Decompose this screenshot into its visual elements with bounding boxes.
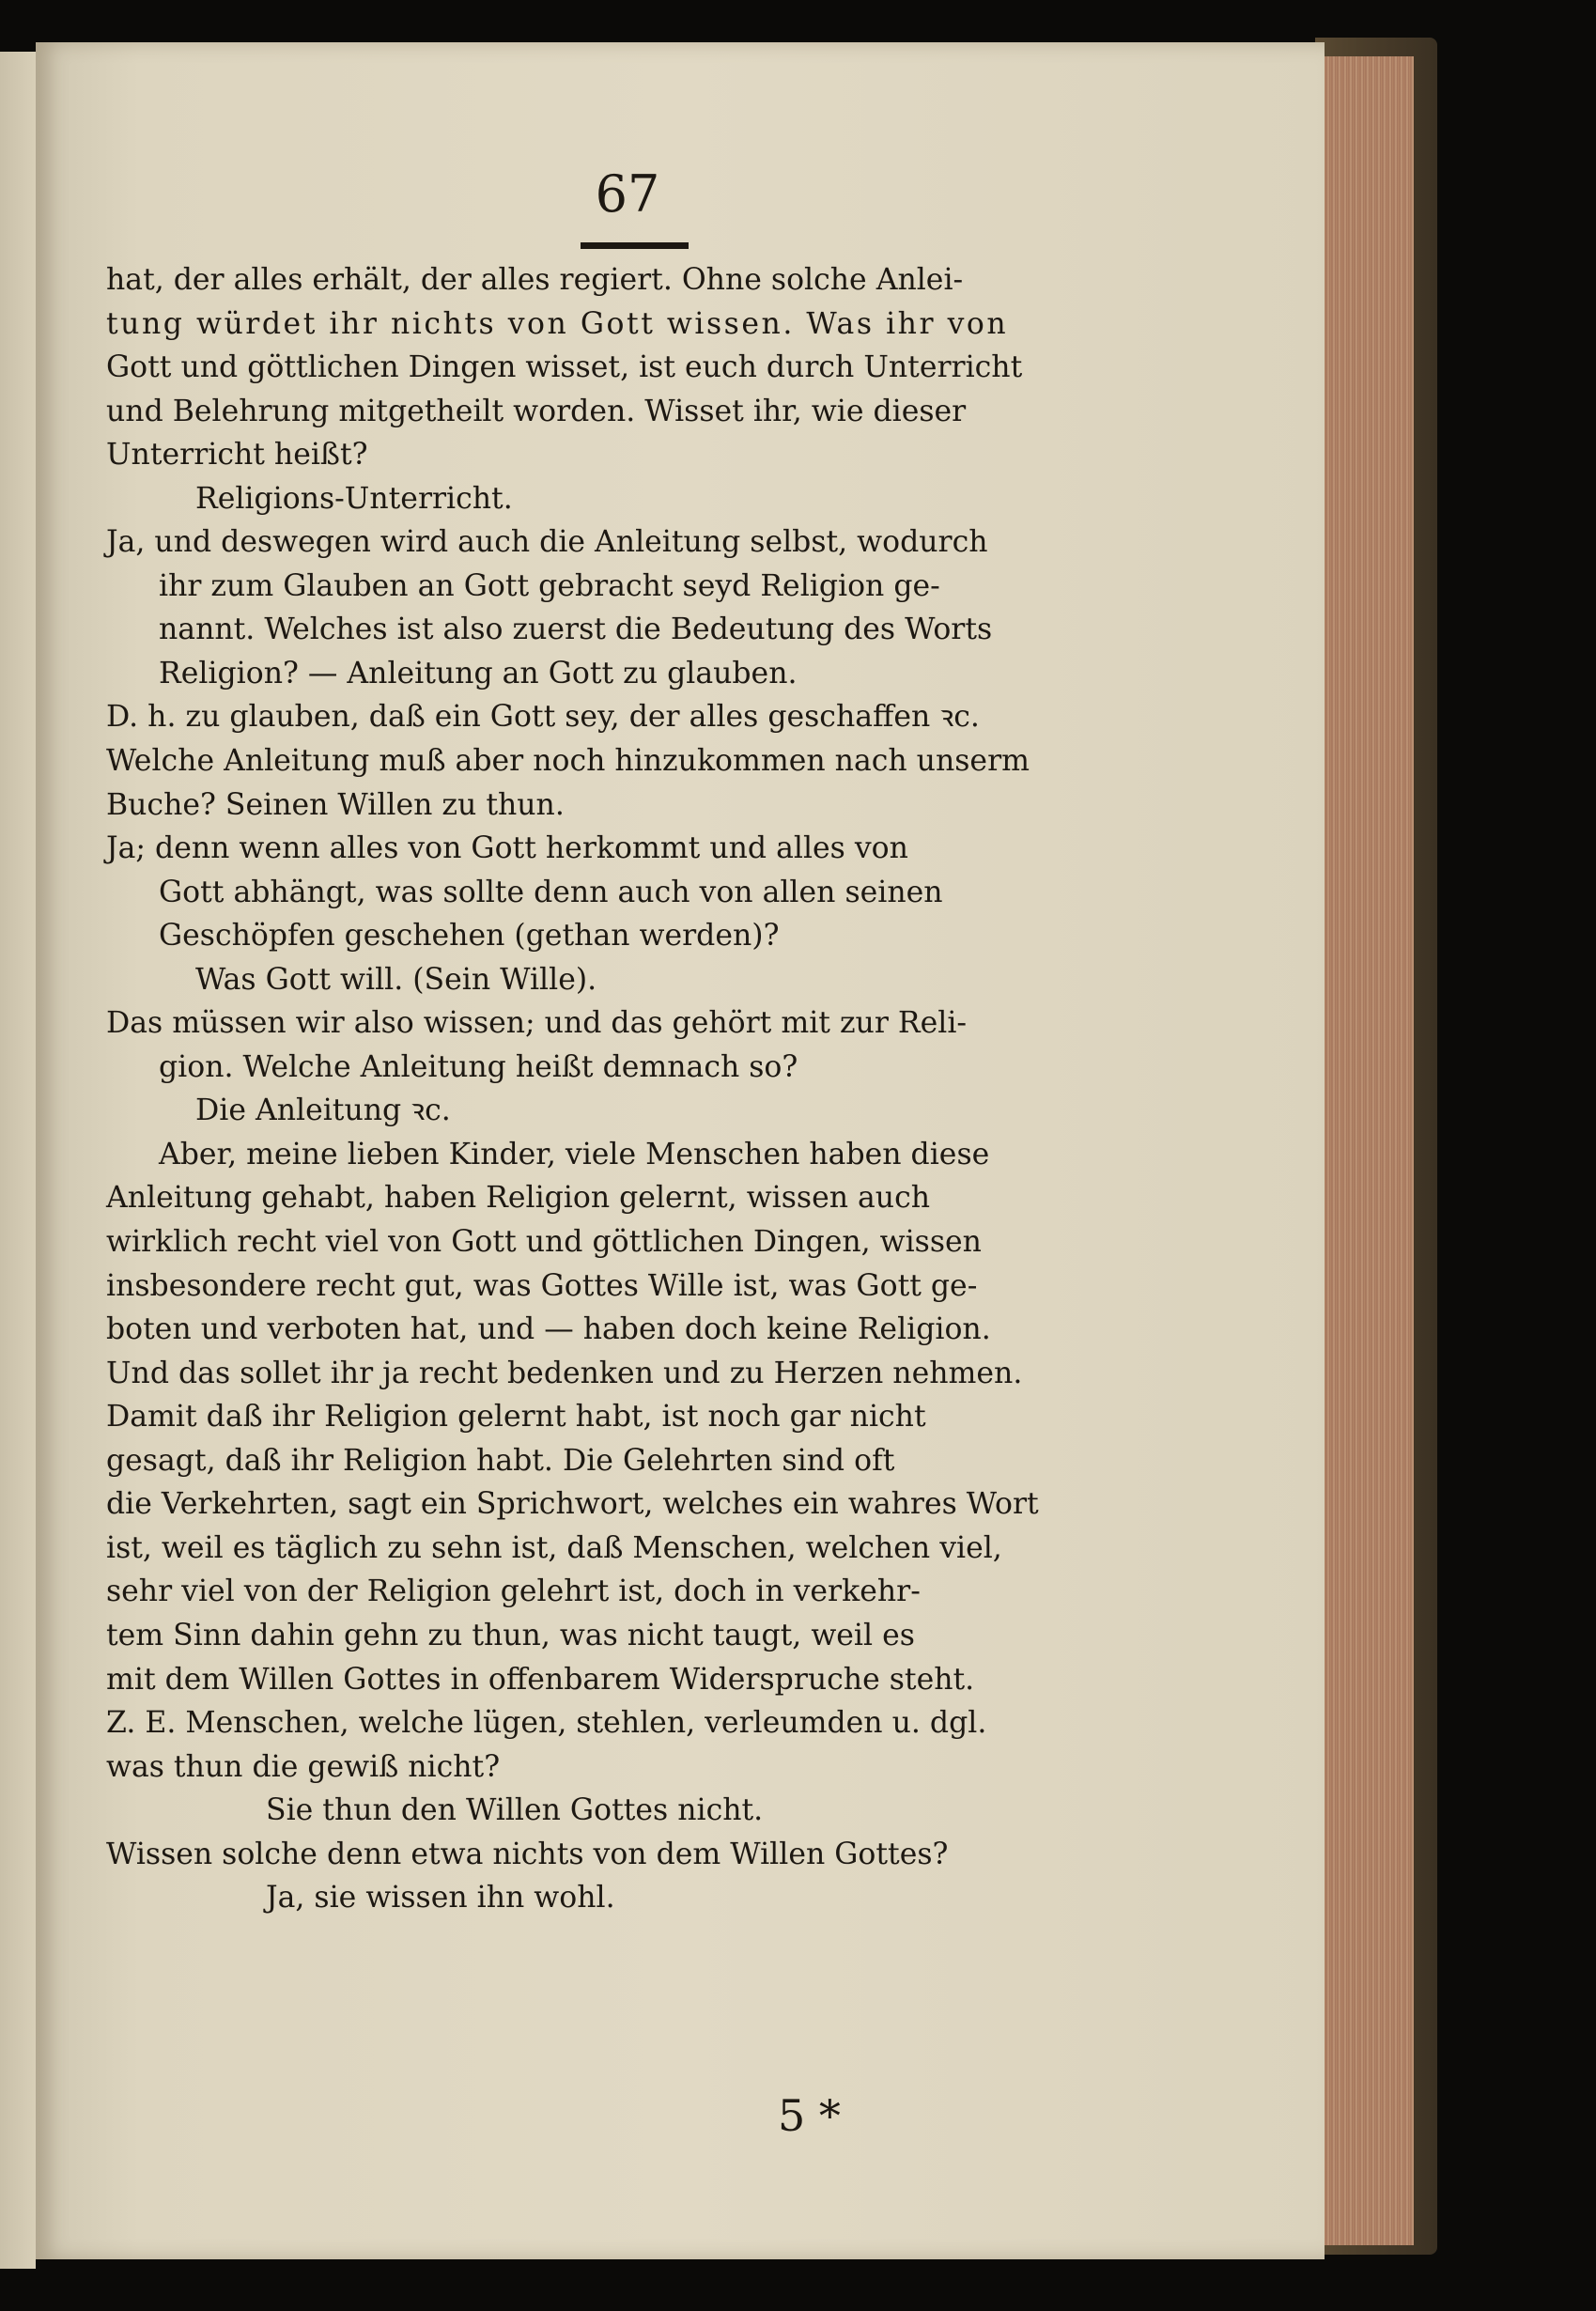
previous-page-edge xyxy=(0,52,36,2269)
text-line: boten und verboten hat, und — haben doch keine Religion. xyxy=(106,1312,991,1347)
text-line: Buche? Seinen Willen zu thun. xyxy=(106,787,565,822)
text-line: Z. E. Menschen, welche lügen, stehlen, verleumden u. dgl. xyxy=(106,1706,987,1741)
text-line: Und das sollet ihr ja recht bedenken und zu Herzen nehmen. xyxy=(106,1356,1023,1390)
text-line: Gott und göttlichen Dingen wisset, ist euch durch Unterricht xyxy=(106,350,1023,385)
text-line: hat, der alles erhält, der alles regiert. Ohne solche Anlei- xyxy=(106,263,964,297)
text-line: Ja; denn wenn alles von Gott herkommt und alles von xyxy=(106,831,908,866)
text-line: Geschöpfen geschehen (gethan werden)? xyxy=(159,919,780,954)
text-line: mit dem Willen Gottes in offenbarem Widerspruche steht. xyxy=(106,1662,975,1697)
text-line: Was Gott will. (Sein Wille). xyxy=(195,962,597,997)
text-line: Die Anleitung ꝛc. xyxy=(195,1093,451,1128)
text-line: Gott abhängt, was sollte denn auch von allen seinen xyxy=(159,875,943,909)
text-line: Sie thun den Willen Gottes nicht. xyxy=(266,1793,764,1828)
text-line: die Verkehrten, sagt ein Sprichwort, welches ein wahres Wort xyxy=(106,1487,1039,1522)
text-line: Das müssen wir also wissen; und das gehört mit zur Reli- xyxy=(106,1006,968,1041)
text-line: Religion? — Anleitung an Gott zu glauben. xyxy=(159,656,798,690)
page-number-rule xyxy=(581,242,689,249)
text-line: nannt. Welches ist also zuerst die Bedeutung des Worts xyxy=(159,613,993,647)
printer-signature-mark: 5 * xyxy=(778,2090,841,2141)
text-line: ihr zum Glauben an Gott gebracht seyd Religion ge- xyxy=(159,568,940,603)
text-line: gesagt, daß ihr Religion habt. Die Gelehrten sind oft xyxy=(106,1443,895,1478)
text-line: Aber, meine lieben Kinder, viele Menschen haben diese xyxy=(159,1137,990,1171)
text-line: gion. Welche Anleitung heißt demnach so? xyxy=(159,1049,798,1084)
text-line: tem Sinn dahin gehn zu thun, was nicht taugt, weil es xyxy=(106,1618,915,1652)
text-line: insbesondere recht gut, was Gottes Wille ist, was Gott ge- xyxy=(106,1268,978,1303)
page-text xyxy=(106,258,1168,1920)
text-line: Damit daß ihr Religion gelernt habt, ist noch gar nicht xyxy=(106,1400,926,1435)
text-line: und Belehrung mitgetheilt worden. Wisset ihr, wie dieser xyxy=(106,394,967,428)
text-line: Anleitung gehabt, haben Religion gelernt, wissen auch xyxy=(106,1181,931,1216)
text-line: wirklich recht viel von Gott und göttlichen Dingen, wissen xyxy=(106,1225,982,1260)
text-line: tung würdet ihr nichts von Gott wissen. Was ihr von xyxy=(106,306,1009,341)
text-line: Welche Anleitung muß aber noch hinzukommen nach unserm xyxy=(106,744,1030,779)
book-page xyxy=(36,42,1325,2259)
page-edges xyxy=(1325,56,1414,2245)
text-line: Ja, und deswegen wird auch die Anleitung selbst, wodurch xyxy=(106,525,988,560)
text-line: ist, weil es täglich zu sehn ist, daß Menschen, welchen viel, xyxy=(106,1530,1002,1565)
text-line: D. h. zu glauben, daß ein Gott sey, der alles geschaffen ꝛc. xyxy=(106,700,980,735)
text-line: was thun die gewiß nicht? xyxy=(106,1749,501,1784)
text-line: Unterricht heißt? xyxy=(106,438,368,473)
text-line: Wissen solche denn etwa nichts von dem Willen Gottes? xyxy=(106,1837,949,1871)
text-line: sehr viel von der Religion gelehrt ist, doch in verkehr- xyxy=(106,1574,921,1609)
page-number: 67 xyxy=(595,164,660,224)
text-line: Ja, sie wissen ihn wohl. xyxy=(266,1881,615,1915)
text-line: Religions-Unterricht. xyxy=(195,481,513,516)
